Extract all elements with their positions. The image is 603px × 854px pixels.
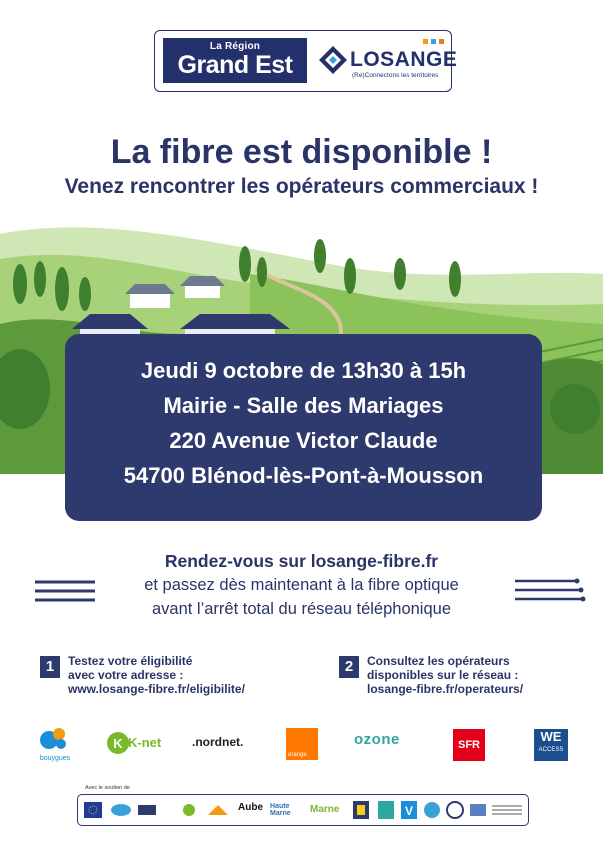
- left-decor-lines-icon: [35, 578, 97, 604]
- cta-line-2: avant l’arrêt total du réseau téléphonique: [151, 600, 452, 618]
- weaccess-bottom-label: ACCESS: [538, 747, 564, 753]
- event-date-time: Jeudi 9 octobre de 13h30 à 15h: [140, 358, 467, 383]
- losange-tagline: (Re)Connectons les territoires: [352, 72, 439, 79]
- partner-logo-4-icon: [206, 803, 230, 817]
- page-subheadline: Venez rencontrer les opérateurs commerciaux !: [64, 175, 539, 198]
- step-2-line-2: disponibles sur le réseau :: [367, 668, 519, 682]
- partner-logo-9-icon: [468, 801, 488, 819]
- event-details-card: [65, 334, 542, 521]
- weaccess-logo[interactable]: [534, 729, 568, 761]
- bouygues-logo[interactable]: [35, 726, 75, 762]
- svg-text:K: K: [113, 736, 123, 751]
- partner-logo-2-icon: [136, 803, 158, 817]
- event-street: 220 Avenue Victor Claude: [169, 428, 438, 453]
- cta-title[interactable]: Rendez-vous sur losange-fibre.fr: [164, 551, 439, 571]
- knet-label: K-net: [128, 735, 162, 750]
- right-fiber-lines-icon: [515, 576, 587, 606]
- weaccess-top-label: WE: [540, 729, 562, 744]
- bouygues-bubbles-icon: [35, 726, 75, 750]
- event-venue: Mairie - Salle des Mariages: [163, 393, 444, 418]
- svg-text:V: V: [404, 804, 414, 818]
- partner-logo-1-icon: [110, 803, 132, 817]
- aube-logo: Aube: [238, 802, 263, 813]
- partner-logo-8-icon: [446, 801, 464, 819]
- step-1-number: 1: [40, 656, 60, 678]
- orange-label: orange: [288, 752, 307, 758]
- step-2-text: [367, 654, 523, 696]
- partner-logo-10-icon: [492, 803, 522, 817]
- ozone-logo[interactable]: ozone: [354, 731, 400, 748]
- partner-logo-3-icon: [178, 802, 200, 818]
- step-2-url[interactable]: losange-fibre.fr/operateurs/: [367, 682, 524, 696]
- step-1-line-2: avec votre adresse :: [68, 668, 184, 682]
- region-small-label: La Région: [209, 41, 261, 52]
- partners-box: [77, 794, 529, 826]
- support-label: Avec le soutien de: [85, 785, 130, 791]
- losange-name: LOSANGE: [350, 48, 458, 71]
- partner-logo-5-icon: [353, 801, 369, 819]
- step-1-url[interactable]: www.losange-fibre.fr/eligibilite/: [68, 682, 245, 696]
- marne-logo: Marne: [310, 804, 340, 815]
- grand-est-logo: [163, 38, 307, 83]
- nordnet-logo[interactable]: .nordnet.: [192, 735, 244, 749]
- partner-logo-6-icon: [378, 801, 394, 819]
- losange-dots-icon: [423, 39, 445, 45]
- orange-logo[interactable]: [286, 728, 318, 760]
- cta-line-1: et passez dès maintenant à la fibre optique: [144, 576, 459, 594]
- haute-marne-logo: Haute Marne: [270, 803, 291, 817]
- step-2-line-1: Consultez les opérateurs: [367, 654, 510, 668]
- knet-logo[interactable]: [106, 730, 170, 756]
- event-city: 54700 Blénod-lès-Pont-à-Mousson: [123, 463, 484, 488]
- region-big-label: Grand Est: [177, 51, 293, 79]
- partner-logo-v-icon: [401, 801, 417, 819]
- partner-logo-7-icon: [423, 801, 441, 819]
- page-headline: La fibre est disponible !: [110, 133, 493, 171]
- header-logo-box: [154, 30, 458, 92]
- step-1-text: [68, 654, 245, 696]
- eu-flag-icon: [84, 802, 102, 818]
- sfr-logo[interactable]: SFR: [453, 729, 485, 761]
- step-1-line-1: Testez votre éligibilité: [68, 654, 193, 668]
- bouygues-label: bouygues: [39, 755, 71, 762]
- losange-diamond-icon: [318, 45, 348, 75]
- knet-icon: [106, 731, 130, 755]
- step-2-number: 2: [339, 656, 359, 678]
